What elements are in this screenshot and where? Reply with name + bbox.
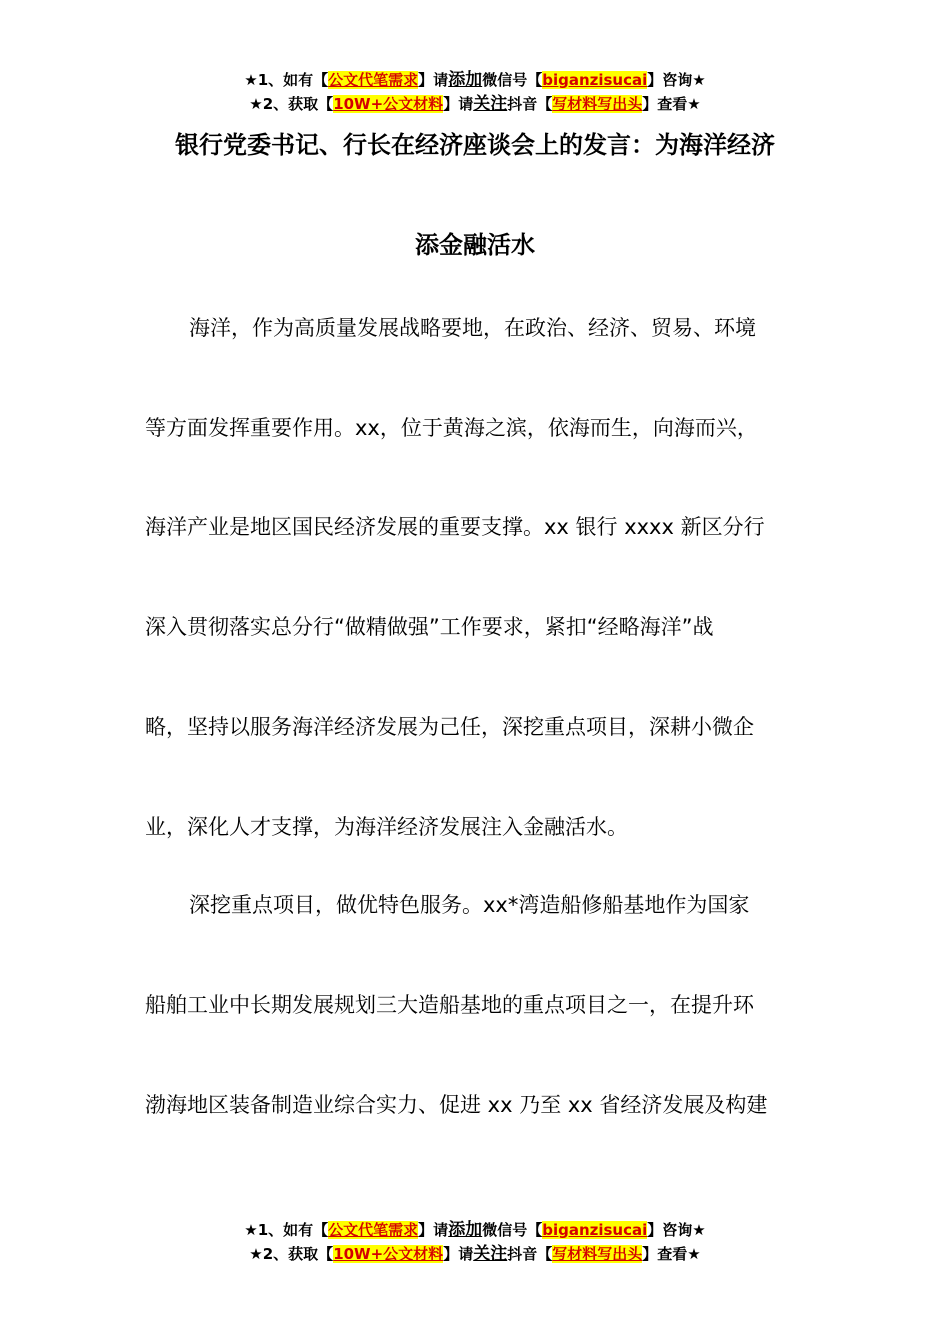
document-title-line-1: 银行党委书记、行长在经济座谈会上的发言：为海洋经济	[175, 131, 775, 159]
promo-wechat-id: biganzisucai	[542, 1221, 648, 1239]
promo-line-2	[0, 92, 950, 116]
body-line: 深入贯彻落实总分行“做精做强”工作要求，紧扣“经略海洋”战	[145, 615, 714, 639]
promo-text: 】咨询★	[647, 1221, 706, 1239]
promo-text: 抖音【	[507, 1245, 553, 1263]
promo-text: 】请	[443, 1245, 474, 1263]
promo-line-1	[0, 1218, 950, 1242]
promo-highlight: 公文代笔需求	[328, 1221, 419, 1239]
promo-underline: 添加	[448, 1220, 483, 1240]
promo-highlight: 公文代笔需求	[328, 71, 419, 89]
body-line: 深挖重点项目，做优特色服务。xx*湾造船修船基地作为国家	[189, 893, 750, 917]
promo-text: ★1、如有【	[244, 1221, 329, 1239]
promo-banner-top	[0, 68, 950, 116]
body-line: 略，坚持以服务海洋经济发展为己任，深挖重点项目，深耕小微企	[145, 715, 754, 739]
body-line: 海洋，作为高质量发展战略要地，在政治、经济、贸易、环境	[189, 316, 756, 340]
body-line: 船舶工业中长期发展规划三大造船基地的重点项目之一，在提升环	[145, 993, 754, 1017]
promo-text: 】请	[418, 71, 449, 89]
promo-text: 】请	[418, 1221, 449, 1239]
promo-text: 】查看★	[642, 1245, 701, 1263]
promo-wechat-id: biganzisucai	[542, 71, 648, 89]
promo-douyin-id: 写材料写出头	[552, 1245, 643, 1263]
promo-text: ★2、获取【	[249, 95, 334, 113]
promo-banner-bottom	[0, 1218, 950, 1266]
promo-text: 抖音【	[507, 95, 553, 113]
document-title-line-2: 添金融活水	[415, 231, 535, 259]
promo-text: 微信号【	[482, 1221, 543, 1239]
body-line: 等方面发挥重要作用。xx，位于黄海之滨，依海而生，向海而兴，	[145, 416, 758, 440]
promo-line-2	[0, 1242, 950, 1266]
body-line: 业，深化人才支撑，为海洋经济发展注入金融活水。	[145, 815, 628, 839]
promo-text: 】请	[443, 95, 474, 113]
promo-text: 】咨询★	[647, 71, 706, 89]
body-line: 海洋产业是地区国民经济发展的重要支撑。xx 银行 xxxx 新区分行	[145, 515, 765, 539]
promo-text: ★2、获取【	[249, 1245, 334, 1263]
promo-underline: 添加	[448, 70, 483, 90]
promo-highlight: 10W+公文材料	[333, 1245, 444, 1263]
promo-highlight: 10W+公文材料	[333, 95, 444, 113]
promo-underline: 关注	[473, 1244, 508, 1264]
promo-douyin-id: 写材料写出头	[552, 95, 643, 113]
promo-underline: 关注	[473, 94, 508, 114]
promo-text: 微信号【	[482, 71, 543, 89]
promo-text: 】查看★	[642, 95, 701, 113]
promo-line-1	[0, 68, 950, 92]
promo-text: ★1、如有【	[244, 71, 329, 89]
body-line: 渤海地区装备制造业综合实力、促进 xx 乃至 xx 省经济发展及构建	[145, 1093, 768, 1117]
